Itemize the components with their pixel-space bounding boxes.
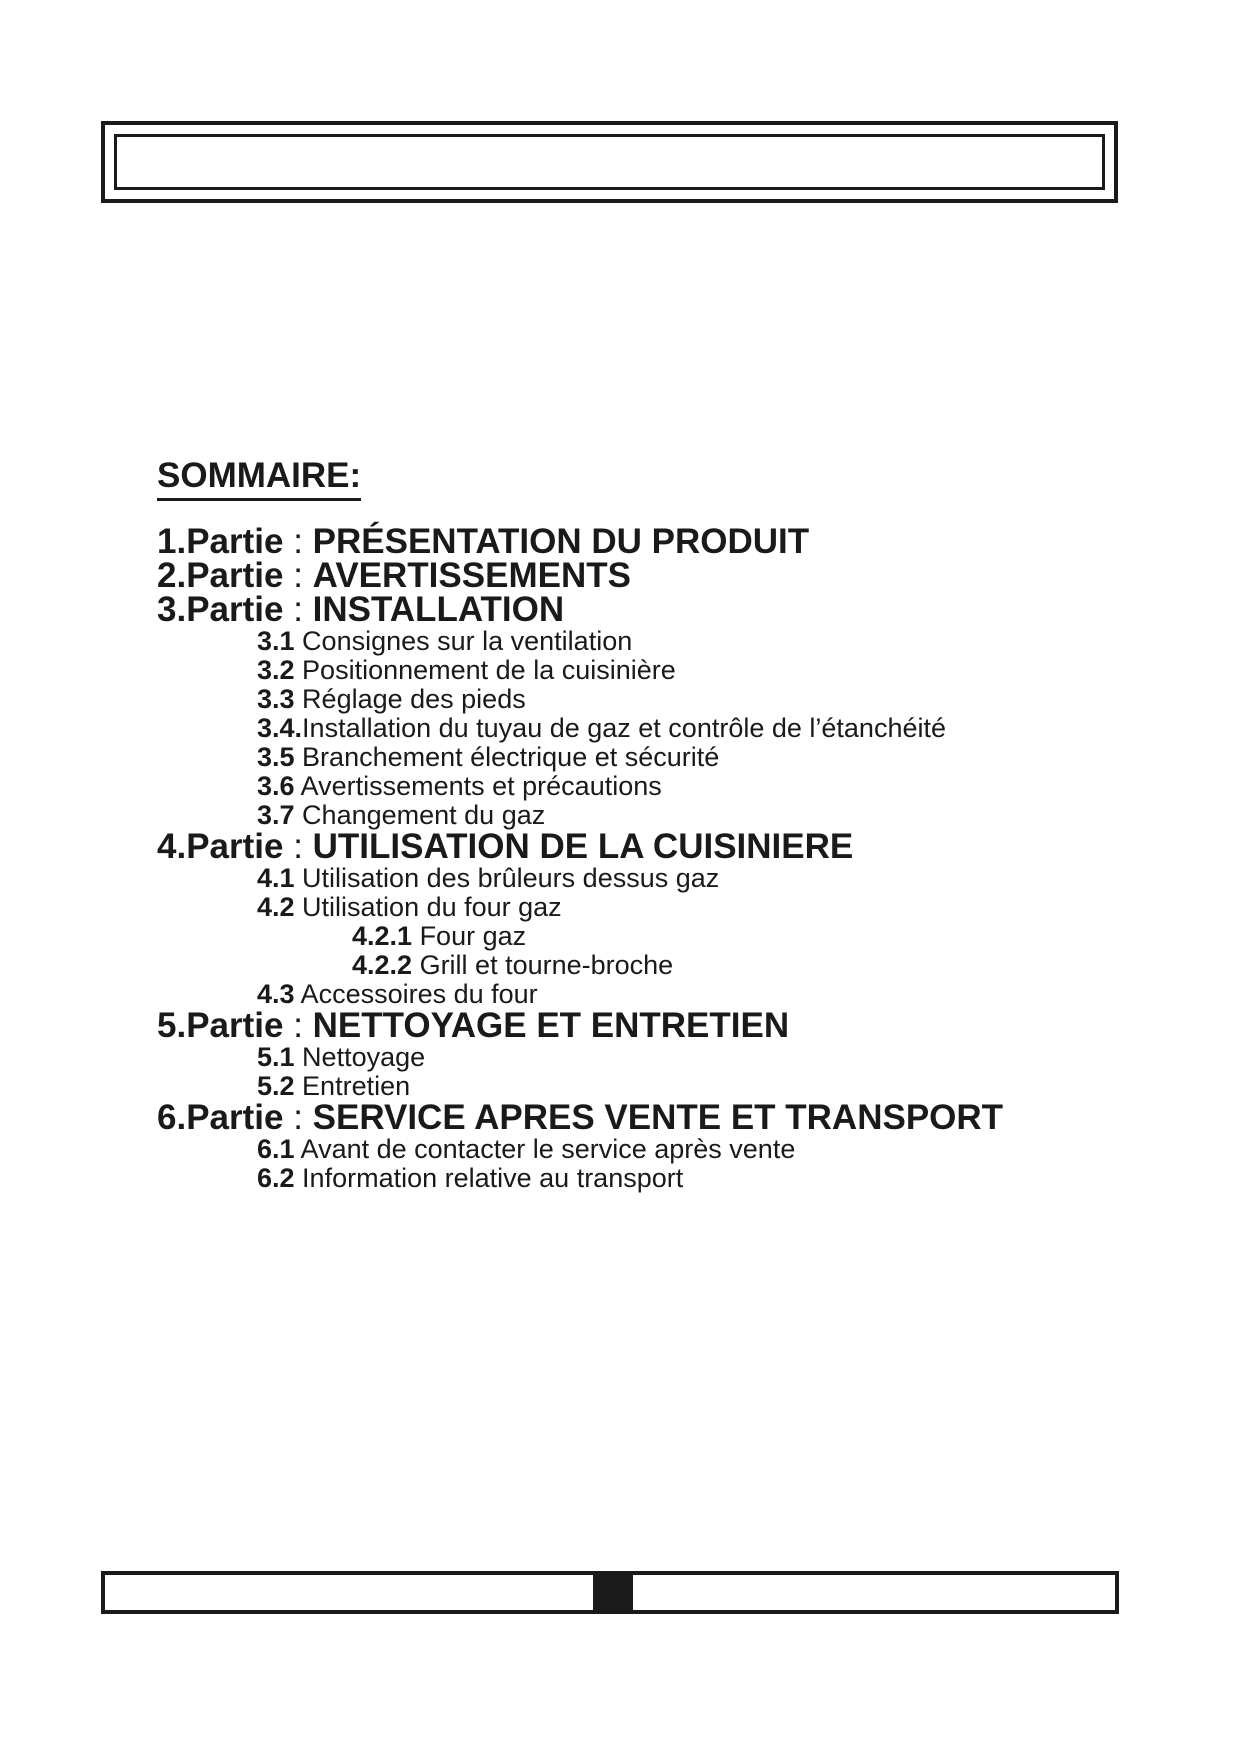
part-title: SERVICE APRES VENTE ET TRANSPORT — [312, 1098, 1004, 1137]
toc-item-3-6[interactable] — [157, 772, 1057, 801]
part-title: INSTALLATION — [312, 590, 565, 629]
item-number: 4.3 — [257, 979, 295, 1009]
toc-item-5-2[interactable] — [157, 1072, 1057, 1101]
item-number: 3.2 — [257, 655, 295, 685]
toc-item-4-1[interactable] — [157, 864, 1057, 893]
item-number: 3.3 — [257, 684, 295, 714]
toc-item-4-2-1[interactable] — [157, 922, 1057, 951]
part-separator: : — [283, 827, 313, 866]
toc-title: SOMMAIRE: — [157, 456, 361, 501]
item-number: 3.7 — [257, 800, 295, 830]
part-title: PRÉSENTATION DU PRODUIT — [312, 522, 810, 561]
item-title: Positionnement de la cuisinière — [294, 655, 676, 685]
item-number: 4.1 — [257, 863, 295, 893]
toc-item-3-3[interactable] — [157, 685, 1057, 714]
toc-part-2[interactable] — [157, 556, 1057, 595]
toc-part-3[interactable] — [157, 590, 1057, 629]
toc-item-4-2[interactable] — [157, 893, 1057, 922]
toc-item-3-5[interactable] — [157, 743, 1057, 772]
item-title: Réglage des pieds — [294, 684, 526, 714]
toc-item-3-4[interactable] — [157, 714, 1057, 743]
toc-list — [157, 522, 1057, 1193]
item-title: Nettoyage — [294, 1042, 426, 1072]
part-separator: : — [283, 522, 313, 561]
item-number: 4.2.1 — [352, 921, 413, 951]
item-title: Utilisation des brûleurs dessus gaz — [294, 863, 720, 893]
item-title: Avant de contacter le service après vente — [294, 1134, 796, 1164]
toc-part-6[interactable] — [157, 1098, 1057, 1137]
toc-item-4-2-2[interactable] — [157, 951, 1057, 980]
part-title: NETTOYAGE ET ENTRETIEN — [312, 1006, 790, 1045]
part-title: UTILISATION DE LA CUISINIERE — [312, 827, 854, 866]
item-title: Entretien — [294, 1071, 411, 1101]
toc-item-3-7[interactable] — [157, 801, 1057, 830]
item-title: Avertissements et précautions — [294, 771, 662, 801]
item-title: Consignes sur la ventilation — [294, 626, 633, 656]
item-title: Utilisation du four gaz — [294, 892, 562, 922]
table-of-contents — [157, 456, 1057, 1193]
toc-item-5-1[interactable] — [157, 1043, 1057, 1072]
toc-item-6-1[interactable] — [157, 1135, 1057, 1164]
item-title: Accessoires du four — [294, 979, 538, 1009]
part-number: 1.Partie — [157, 522, 284, 561]
toc-part-4[interactable] — [157, 827, 1057, 866]
item-number: 4.2.2 — [352, 950, 413, 980]
item-number: 3.1 — [257, 626, 295, 656]
item-number: 6.1 — [257, 1134, 295, 1164]
part-number: 3.Partie — [157, 590, 284, 629]
item-title: Grill et tourne-broche — [412, 950, 674, 980]
item-number: 6.2 — [257, 1163, 295, 1193]
header-frame — [101, 121, 1118, 203]
part-separator: : — [283, 556, 313, 595]
part-title: AVERTISSEMENTS — [312, 556, 631, 595]
toc-item-4-3[interactable] — [157, 980, 1057, 1009]
toc-part-5[interactable] — [157, 1006, 1057, 1045]
header-inner-frame — [114, 134, 1105, 190]
toc-item-3-2[interactable] — [157, 656, 1057, 685]
part-number: 5.Partie — [157, 1006, 284, 1045]
item-title: Four gaz — [412, 921, 527, 951]
footer-bar — [101, 1571, 1119, 1614]
item-number: 4.2 — [257, 892, 295, 922]
toc-part-1[interactable] — [157, 522, 1057, 561]
toc-item-3-1[interactable] — [157, 627, 1057, 656]
item-number: 3.4. — [257, 713, 303, 743]
part-number: 6.Partie — [157, 1098, 284, 1137]
part-number: 2.Partie — [157, 556, 284, 595]
item-title: Changement du gaz — [294, 800, 546, 830]
part-number: 4.Partie — [157, 827, 284, 866]
part-separator: : — [283, 590, 313, 629]
item-title: Information relative au transport — [294, 1163, 684, 1193]
item-number: 5.1 — [257, 1042, 295, 1072]
toc-item-6-2[interactable] — [157, 1164, 1057, 1193]
item-title: Branchement électrique et sécurité — [294, 742, 720, 772]
page-number-block — [593, 1571, 633, 1614]
item-number: 3.6 — [257, 771, 295, 801]
item-number: 5.2 — [257, 1071, 295, 1101]
item-title: Installation du tuyau de gaz et contrôle de l’étanchéité — [302, 713, 946, 743]
part-separator: : — [283, 1006, 313, 1045]
item-number: 3.5 — [257, 742, 295, 772]
part-separator: : — [283, 1098, 313, 1137]
